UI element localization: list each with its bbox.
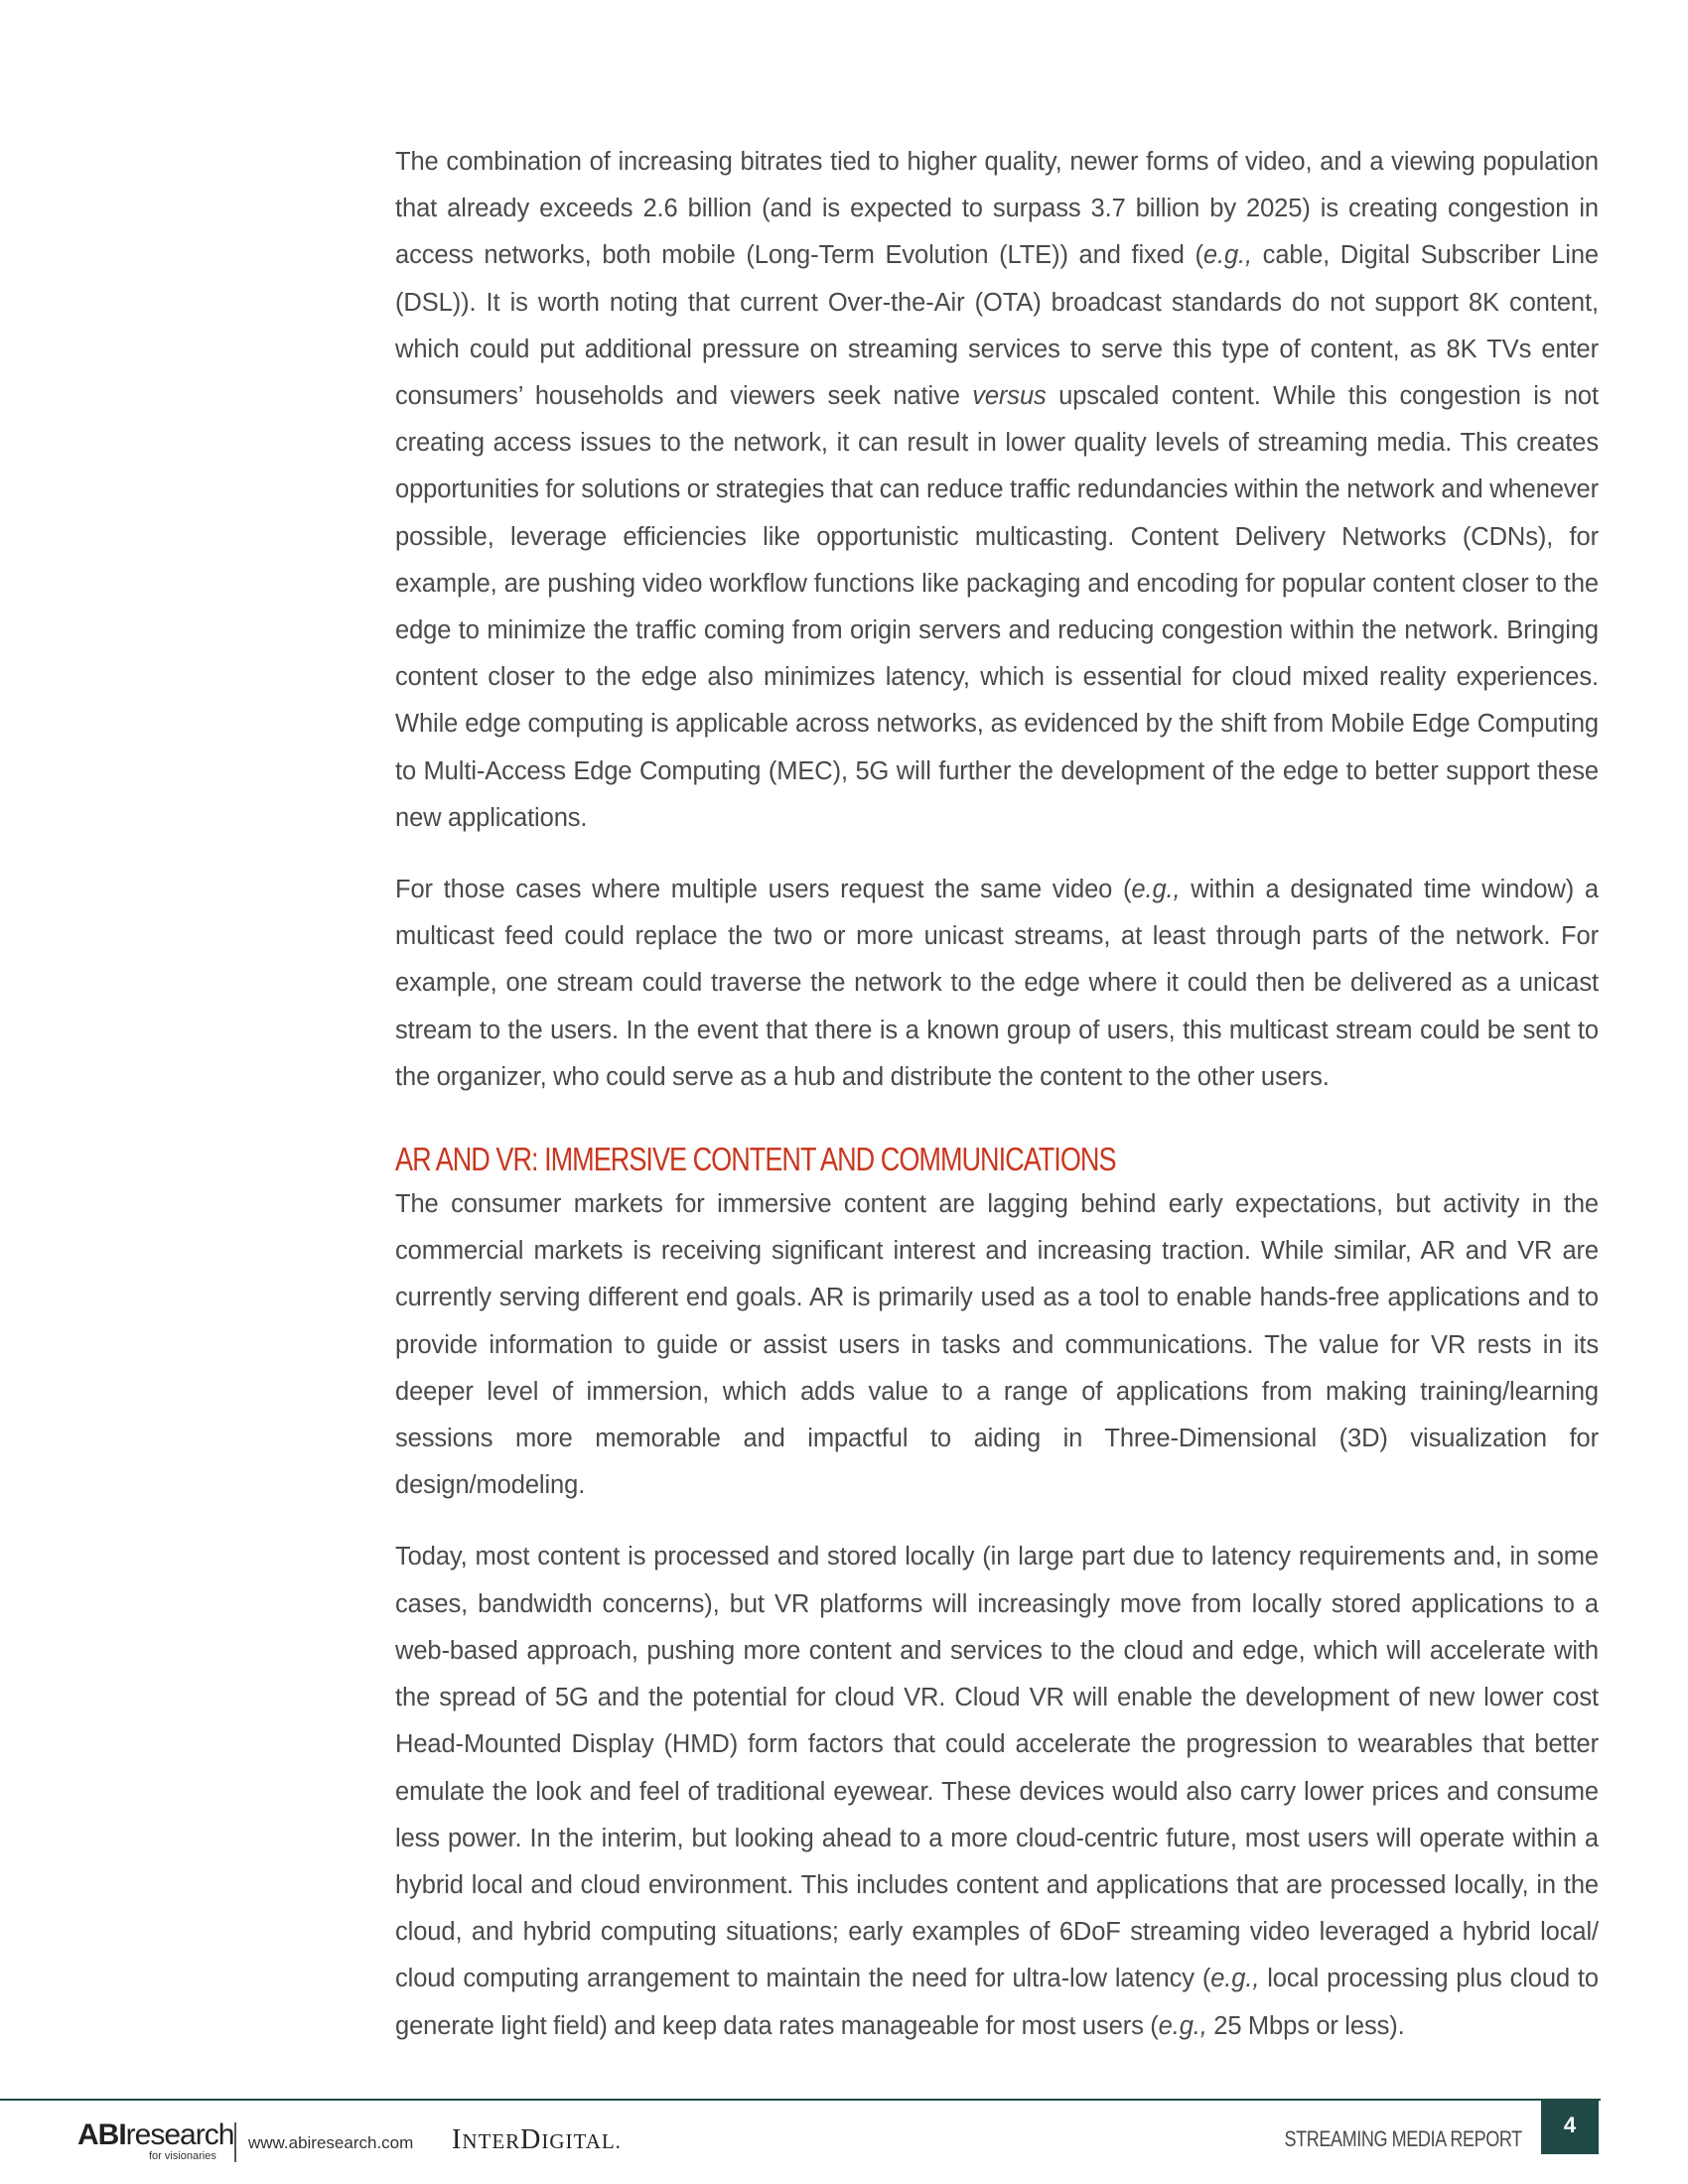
text-span: upscaled content. While this congestion is not creating access issues to the network, it can result in lower quality levels of streaming media. This creates opportunities for solutions or strategies that can reduce traffic redundancies within the network and whenever possible, leverage efficiencies like opportunistic multicasting. Content Delivery Networks (CDNs), for example, are pushing video workflow functions like packaging and encoding for popular content closer to the edge to minimize the traffic coming from origin servers and reducing congestion within the network. Bringing content closer to the edge also minimizes latency, which is essential for cloud mixed reality experiences. While edge computing is applicable across networks, as evidenced by the shift from Mobile Edge Computing to Multi-Access Edge Computing (MEC), 5G will further the development of the edge to better support these new applications.: [395, 382, 1599, 832]
footer-divider: [0, 2099, 1601, 2101]
text-span: local processing plus cloud to generate light field) and keep data rates manageable for most users (: [395, 1965, 1600, 2040]
interdigital-logo-part: I: [452, 2124, 463, 2155]
text-span: The combination of increasing bitrates tied to higher quality, newer forms of video, and a viewing population that already exceeds 2.6 billion (and is expected to surpass 3.7 billion by 2025) is creating congestion in access networks, both mobile (Long-Term Evolution (LTE)) and fixed (: [395, 148, 1599, 270]
text-span: For those cases where multiple users request the same video (: [395, 876, 1132, 904]
footer-website-link[interactable]: www.abiresearch.com: [248, 2133, 414, 2152]
italic-eg: e.g.,: [1131, 876, 1181, 904]
abi-logo-light: research: [125, 2118, 234, 2151]
abi-logo-bold: ABI: [77, 2118, 126, 2151]
italic-eg: e.g.,: [1202, 241, 1253, 270]
paragraph-congestion: [395, 139, 1599, 842]
page-content: [395, 139, 1599, 2050]
text-span: within a designated time window) a multicast feed could replace the two or more unicast streams, at least through parts of the network. For example, one stream could traverse the network to the edge where it could then be delivered as a unicast stream to the users. In the event that there is a known group of users, this multicast stream could be sent to the organizer, who could serve as a hub and distribute the content to the other users.: [395, 876, 1600, 1091]
italic-versus: versus: [972, 382, 1047, 411]
interdigital-logo[interactable]: [452, 2124, 622, 2156]
paragraph-cloud-vr: [395, 1534, 1599, 2049]
report-title: STREAMING MEDIA REPORT: [1284, 2126, 1522, 2151]
abi-logo-tagline: for visionaries: [149, 2150, 216, 2162]
paragraph-immersive-markets: The consumer markets for immersive content are lagging behind early expectations, but activity in the commercial markets is receiving significant interest and increasing traction. While similar, AR and VR are currently serving different end goals. AR is primarily used as a tool to enable hands-free applications and to provide information to guide or assist users in tasks and communications. The value for VR rests in its deeper level of immersion, which adds value to a range of applications from making training/learning sessions more memorable and impactful to aiding in Three-Dimensional (3D) visualization for design/modeling.: [395, 1190, 1599, 1500]
text-span: Today, most content is processed and stored locally (in large part due to latency requirements and, in some cases, bandwidth concerns), but VR platforms will increasingly move from locally stored applications to a web-based approach, pushing more content and services to the cloud and edge, which will accelerate with the spread of 5G and the potential for cloud VR. Cloud VR will enable the development of new lower cost Head-Mounted Display (HMD) form factors that could accelerate the progression to wearables that better emulate the look and feel of traditional eyewear. These devices would also carry lower prices and consume less power. In the interim, but looking ahead to a more cloud-centric future, most users will operate within a hybrid local and cloud environment. This includes content and applications that are processed locally, in the cloud, and hybrid computing situations; early examples of 6DoF streaming video leveraged a hybrid local/ cloud computing arrangement to maintain the need for ultra-low latency (: [395, 1543, 1599, 1993]
text-span: 25 Mbps or less).: [1206, 2011, 1405, 2040]
paragraph-multicast: [395, 867, 1599, 1101]
page-number: 4: [1541, 2101, 1599, 2154]
italic-eg: e.g.,: [1158, 2011, 1207, 2040]
section-heading: AR AND VR: IMMERSIVE CONTENT AND COMMUNICATIONS: [395, 1141, 1116, 1178]
italic-eg: e.g.,: [1210, 1965, 1260, 1993]
text-span: cable, Digital Subscriber Line (DSL)). It is worth noting that current Over-the-Air (OTA) broadcast standards do not support 8K content, which could put additional pressure on streaming services to serve this type of content, as 8K TVs enter consumers’ households and viewers seek native: [395, 241, 1599, 411]
interdigital-logo-part: D: [520, 2124, 542, 2155]
interdigital-logo-part: NTER: [462, 2129, 521, 2153]
interdigital-logo-part: IGITAL.: [541, 2129, 622, 2153]
abi-logo-wordmark: [77, 2120, 233, 2150]
logo-divider: [234, 2122, 236, 2162]
abi-research-logo[interactable]: [77, 2120, 233, 2168]
